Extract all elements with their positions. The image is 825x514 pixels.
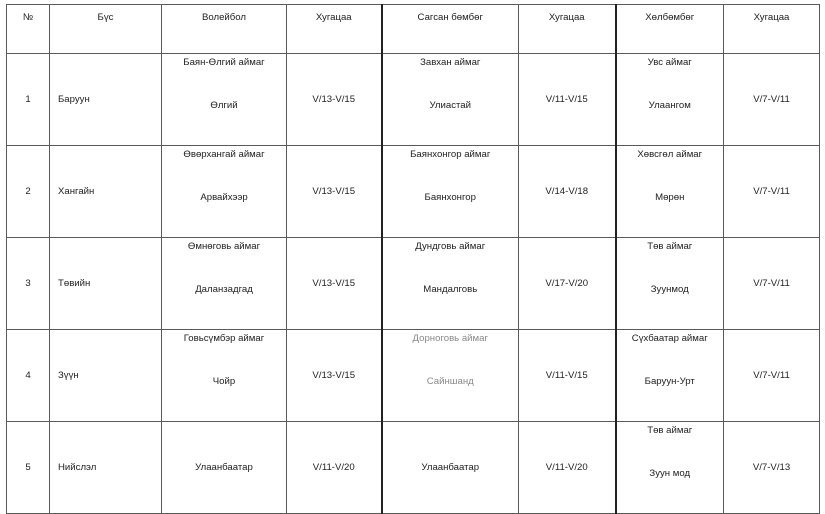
football-period: V/7-V/11 <box>724 54 820 146</box>
city-name: Арвайхээр <box>200 192 248 203</box>
city-name: Мөрөн <box>655 192 685 203</box>
city-name: Өлгий <box>210 100 238 111</box>
header-football: Хөлбөмбөг <box>616 5 724 54</box>
football-venue <box>616 238 724 330</box>
football-period: V/7-V/11 <box>724 238 820 330</box>
football-period: V/7-V/11 <box>724 330 820 422</box>
table-row <box>7 238 820 330</box>
city-name: Зуун мод <box>649 468 691 479</box>
volleyball-period: V/13-V/15 <box>287 330 382 422</box>
volleyball-period: V/13-V/15 <box>287 146 382 238</box>
header-row <box>7 5 820 54</box>
football-period: V/7-V/11 <box>724 146 820 238</box>
basketball-venue <box>382 54 519 146</box>
row-num: 2 <box>7 146 50 238</box>
basketball-period: V/14-V/18 <box>519 146 616 238</box>
header-region: Бүс <box>50 5 162 54</box>
basketball-venue <box>382 146 519 238</box>
aimag-name: Хөвсгөл аймаг <box>637 149 703 160</box>
volleyball-venue <box>162 422 287 514</box>
table-row <box>7 422 820 514</box>
aimag-name: Дорноговь аймаг <box>412 333 488 344</box>
aimag-name: Өмнөговь аймаг <box>187 241 261 252</box>
header-num: № <box>7 5 50 54</box>
basketball-period: V/11-V/20 <box>519 422 616 514</box>
table-row <box>7 330 820 422</box>
basketball-period: V/17-V/20 <box>519 238 616 330</box>
schedule-table <box>6 4 820 514</box>
table-row <box>7 54 820 146</box>
basketball-venue <box>382 422 519 514</box>
aimag-name: Завхан аймаг <box>420 57 481 68</box>
city-name: Зуунмод <box>650 284 689 295</box>
city-name: Даланзадгад <box>195 284 253 295</box>
city-name: Баруун-Урт <box>644 376 695 387</box>
football-venue <box>616 146 724 238</box>
header-basketball: Сагсан бөмбөг <box>382 5 519 54</box>
row-num: 3 <box>7 238 50 330</box>
city-name: Мандалговь <box>423 284 478 295</box>
header-period-football: Хугацаа <box>724 5 820 54</box>
header-period-basketball: Хугацаа <box>519 5 616 54</box>
football-venue <box>616 54 724 146</box>
volleyball-venue <box>162 330 287 422</box>
volleyball-period: V/13-V/15 <box>287 54 382 146</box>
row-region: Зүүн <box>50 330 162 422</box>
aimag-name: Дундговь аймаг <box>415 241 486 252</box>
row-num: 5 <box>7 422 50 514</box>
city-name: Баянхонгор <box>424 192 476 203</box>
football-venue <box>616 330 724 422</box>
basketball-period: V/11-V/15 <box>519 330 616 422</box>
table-row <box>7 146 820 238</box>
aimag-name: Өвөрхангай аймаг <box>183 149 265 160</box>
aimag-name: Сүхбаатар аймаг <box>631 333 708 344</box>
row-region: Баруун <box>50 54 162 146</box>
volleyball-period: V/13-V/15 <box>287 238 382 330</box>
football-venue <box>616 422 724 514</box>
city-name: Сайншанд <box>426 376 474 387</box>
basketball-period: V/11-V/15 <box>519 54 616 146</box>
basketball-venue <box>382 238 519 330</box>
row-region: Төвийн <box>50 238 162 330</box>
row-region: Нийслэл <box>50 422 162 514</box>
aimag-name: Баянхонгор аймаг <box>410 149 491 160</box>
city-name: Улиастай <box>429 100 472 111</box>
row-region: Хангайн <box>50 146 162 238</box>
volleyball-period: V/11-V/20 <box>287 422 382 514</box>
volleyball-venue <box>162 146 287 238</box>
city-name: Улаанбаатар <box>195 462 253 473</box>
header-period-volleyball: Хугацаа <box>287 5 382 54</box>
volleyball-venue <box>162 54 287 146</box>
city-name: Улаангом <box>648 100 691 111</box>
row-num: 1 <box>7 54 50 146</box>
aimag-name: Төв аймаг <box>647 425 693 436</box>
aimag-name: Баян-Өлгий аймаг <box>183 57 265 68</box>
football-period: V/7-V/13 <box>724 422 820 514</box>
basketball-venue <box>382 330 519 422</box>
aimag-name: Төв аймаг <box>647 241 693 252</box>
row-num: 4 <box>7 330 50 422</box>
city-name: Улаанбаатар <box>421 462 480 473</box>
header-volleyball: Волейбол <box>162 5 287 54</box>
city-name: Чойр <box>212 376 236 387</box>
aimag-name: Увс аймаг <box>647 57 692 68</box>
aimag-name: Говьсүмбэр аймаг <box>183 333 265 344</box>
volleyball-venue <box>162 238 287 330</box>
